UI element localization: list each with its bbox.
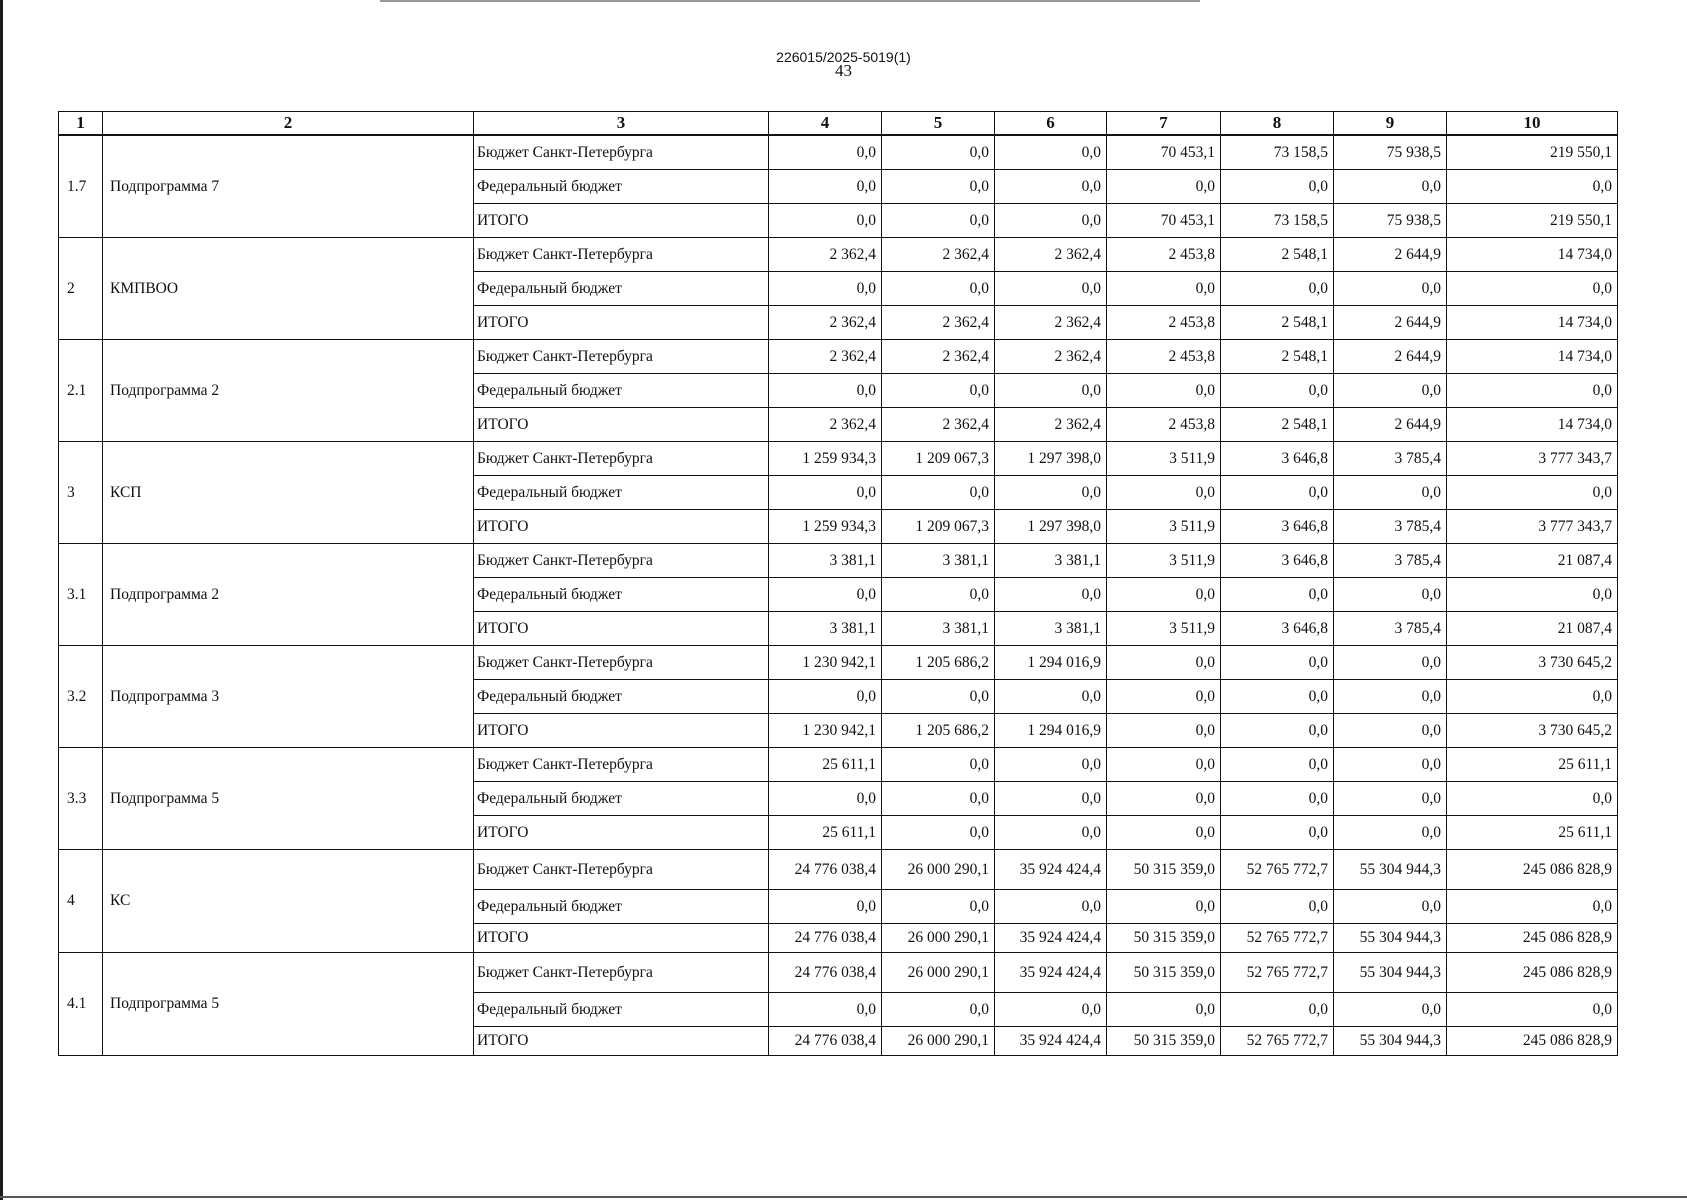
amount-cell: 0,0 bbox=[882, 816, 995, 850]
column-header: 10 bbox=[1447, 112, 1618, 136]
row-code: 3.3 bbox=[59, 748, 103, 850]
table-header-row bbox=[59, 112, 1618, 136]
amount-cell: 2 362,4 bbox=[769, 238, 882, 272]
amount-cell: 25 611,1 bbox=[1447, 748, 1618, 782]
amount-cell: 75 938,5 bbox=[1334, 135, 1447, 170]
amount-cell: 0,0 bbox=[1107, 748, 1221, 782]
amount-cell: 0,0 bbox=[1334, 578, 1447, 612]
amount-cell: 0,0 bbox=[1107, 272, 1221, 306]
funding-source: Федеральный бюджет bbox=[474, 170, 769, 204]
amount-cell: 0,0 bbox=[995, 782, 1107, 816]
amount-cell: 3 381,1 bbox=[882, 612, 995, 646]
column-header: 1 bbox=[59, 112, 103, 136]
funding-source: Бюджет Санкт-Петербурга bbox=[474, 850, 769, 890]
amount-cell: 0,0 bbox=[1334, 993, 1447, 1027]
amount-cell: 0,0 bbox=[882, 680, 995, 714]
amount-cell: 0,0 bbox=[1447, 782, 1618, 816]
amount-cell: 3 730 645,2 bbox=[1447, 714, 1618, 748]
column-header: 4 bbox=[769, 112, 882, 136]
program-name: Подпрограмма 7 bbox=[103, 135, 474, 238]
amount-cell: 14 734,0 bbox=[1447, 340, 1618, 374]
amount-cell: 0,0 bbox=[1447, 374, 1618, 408]
table-row bbox=[59, 544, 1618, 578]
funding-source: Бюджет Санкт-Петербурга bbox=[474, 748, 769, 782]
amount-cell: 52 765 772,7 bbox=[1221, 1027, 1334, 1056]
amount-cell: 24 776 038,4 bbox=[769, 953, 882, 993]
amount-cell: 3 777 343,7 bbox=[1447, 442, 1618, 476]
row-code: 3 bbox=[59, 442, 103, 544]
amount-cell: 0,0 bbox=[1334, 170, 1447, 204]
column-header: 8 bbox=[1221, 112, 1334, 136]
amount-cell: 70 453,1 bbox=[1107, 135, 1221, 170]
amount-cell: 2 362,4 bbox=[769, 408, 882, 442]
amount-cell: 2 644,9 bbox=[1334, 408, 1447, 442]
amount-cell: 0,0 bbox=[995, 204, 1107, 238]
amount-cell: 1 230 942,1 bbox=[769, 646, 882, 680]
amount-cell: 0,0 bbox=[1334, 714, 1447, 748]
amount-cell: 25 611,1 bbox=[1447, 816, 1618, 850]
amount-cell: 75 938,5 bbox=[1334, 204, 1447, 238]
funding-source: ИТОГО bbox=[474, 408, 769, 442]
amount-cell: 0,0 bbox=[1107, 816, 1221, 850]
amount-cell: 0,0 bbox=[882, 170, 995, 204]
amount-cell: 3 777 343,7 bbox=[1447, 510, 1618, 544]
amount-cell: 2 362,4 bbox=[995, 340, 1107, 374]
amount-cell: 2 362,4 bbox=[995, 306, 1107, 340]
amount-cell: 35 924 424,4 bbox=[995, 924, 1107, 953]
amount-cell: 0,0 bbox=[769, 374, 882, 408]
funding-source: Бюджет Санкт-Петербурга bbox=[474, 238, 769, 272]
amount-cell: 55 304 944,3 bbox=[1334, 1027, 1447, 1056]
column-header: 6 bbox=[995, 112, 1107, 136]
funding-source: ИТОГО bbox=[474, 816, 769, 850]
amount-cell: 2 548,1 bbox=[1221, 340, 1334, 374]
amount-cell: 2 453,8 bbox=[1107, 408, 1221, 442]
program-name: КСП bbox=[103, 442, 474, 544]
amount-cell: 21 087,4 bbox=[1447, 612, 1618, 646]
amount-cell: 3 646,8 bbox=[1221, 442, 1334, 476]
amount-cell: 0,0 bbox=[882, 748, 995, 782]
amount-cell: 3 730 645,2 bbox=[1447, 646, 1618, 680]
amount-cell: 70 453,1 bbox=[1107, 204, 1221, 238]
amount-cell: 3 381,1 bbox=[995, 544, 1107, 578]
funding-source: Федеральный бюджет bbox=[474, 782, 769, 816]
amount-cell: 0,0 bbox=[995, 680, 1107, 714]
amount-cell: 0,0 bbox=[882, 782, 995, 816]
amount-cell: 0,0 bbox=[769, 578, 882, 612]
amount-cell: 0,0 bbox=[769, 476, 882, 510]
program-name: Подпрограмма 2 bbox=[103, 340, 474, 442]
amount-cell: 25 611,1 bbox=[769, 816, 882, 850]
funding-source: ИТОГО bbox=[474, 306, 769, 340]
amount-cell: 0,0 bbox=[1334, 816, 1447, 850]
column-header: 2 bbox=[103, 112, 474, 136]
amount-cell: 0,0 bbox=[882, 890, 995, 924]
page-number: 43 bbox=[835, 61, 852, 80]
amount-cell: 2 453,8 bbox=[1107, 306, 1221, 340]
amount-cell: 2 362,4 bbox=[882, 340, 995, 374]
amount-cell: 2 362,4 bbox=[995, 238, 1107, 272]
funding-source: Федеральный бюджет bbox=[474, 680, 769, 714]
amount-cell: 50 315 359,0 bbox=[1107, 953, 1221, 993]
column-header: 9 bbox=[1334, 112, 1447, 136]
amount-cell: 0,0 bbox=[769, 204, 882, 238]
table-body bbox=[59, 135, 1618, 1056]
amount-cell: 0,0 bbox=[1221, 890, 1334, 924]
amount-cell: 0,0 bbox=[995, 578, 1107, 612]
amount-cell: 0,0 bbox=[1107, 578, 1221, 612]
amount-cell: 219 550,1 bbox=[1447, 204, 1618, 238]
amount-cell: 3 646,8 bbox=[1221, 510, 1334, 544]
amount-cell: 0,0 bbox=[1221, 646, 1334, 680]
amount-cell: 2 362,4 bbox=[882, 238, 995, 272]
amount-cell: 0,0 bbox=[1107, 993, 1221, 1027]
funding-source: Федеральный бюджет bbox=[474, 476, 769, 510]
amount-cell: 0,0 bbox=[882, 204, 995, 238]
amount-cell: 2 453,8 bbox=[1107, 238, 1221, 272]
amount-cell: 0,0 bbox=[1221, 578, 1334, 612]
amount-cell: 0,0 bbox=[1107, 374, 1221, 408]
funding-source: Федеральный бюджет bbox=[474, 374, 769, 408]
amount-cell: 0,0 bbox=[1221, 748, 1334, 782]
table-row bbox=[59, 748, 1618, 782]
amount-cell: 0,0 bbox=[769, 135, 882, 170]
funding-source: ИТОГО bbox=[474, 204, 769, 238]
amount-cell: 3 785,4 bbox=[1334, 544, 1447, 578]
amount-cell: 0,0 bbox=[995, 170, 1107, 204]
amount-cell: 35 924 424,4 bbox=[995, 953, 1107, 993]
amount-cell: 2 548,1 bbox=[1221, 306, 1334, 340]
amount-cell: 26 000 290,1 bbox=[882, 953, 995, 993]
amount-cell: 0,0 bbox=[1447, 578, 1618, 612]
amount-cell: 2 362,4 bbox=[995, 408, 1107, 442]
amount-cell: 0,0 bbox=[1447, 890, 1618, 924]
amount-cell: 14 734,0 bbox=[1447, 408, 1618, 442]
funding-source: Бюджет Санкт-Петербурга bbox=[474, 953, 769, 993]
amount-cell: 0,0 bbox=[1221, 170, 1334, 204]
amount-cell: 26 000 290,1 bbox=[882, 850, 995, 890]
amount-cell: 24 776 038,4 bbox=[769, 1027, 882, 1056]
row-code: 2 bbox=[59, 238, 103, 340]
scan-artifact-top-line bbox=[380, 0, 1200, 2]
amount-cell: 14 734,0 bbox=[1447, 306, 1618, 340]
amount-cell: 50 315 359,0 bbox=[1107, 1027, 1221, 1056]
amount-cell: 245 086 828,9 bbox=[1447, 953, 1618, 993]
amount-cell: 0,0 bbox=[1221, 993, 1334, 1027]
table-row bbox=[59, 646, 1618, 680]
program-name: КС bbox=[103, 850, 474, 953]
amount-cell: 55 304 944,3 bbox=[1334, 850, 1447, 890]
amount-cell: 73 158,5 bbox=[1221, 204, 1334, 238]
row-code: 3.1 bbox=[59, 544, 103, 646]
funding-source: Бюджет Санкт-Петербурга bbox=[474, 544, 769, 578]
amount-cell: 0,0 bbox=[1221, 782, 1334, 816]
table-row bbox=[59, 238, 1618, 272]
amount-cell: 0,0 bbox=[1447, 272, 1618, 306]
amount-cell: 1 259 934,3 bbox=[769, 510, 882, 544]
amount-cell: 1 230 942,1 bbox=[769, 714, 882, 748]
amount-cell: 2 362,4 bbox=[769, 306, 882, 340]
amount-cell: 3 381,1 bbox=[995, 612, 1107, 646]
amount-cell: 2 362,4 bbox=[769, 340, 882, 374]
funding-source: Бюджет Санкт-Петербурга bbox=[474, 646, 769, 680]
amount-cell: 0,0 bbox=[1334, 748, 1447, 782]
amount-cell: 0,0 bbox=[769, 170, 882, 204]
amount-cell: 55 304 944,3 bbox=[1334, 953, 1447, 993]
amount-cell: 3 646,8 bbox=[1221, 612, 1334, 646]
amount-cell: 0,0 bbox=[1107, 714, 1221, 748]
amount-cell: 3 511,9 bbox=[1107, 544, 1221, 578]
amount-cell: 245 086 828,9 bbox=[1447, 1027, 1618, 1056]
funding-source: ИТОГО bbox=[474, 714, 769, 748]
amount-cell: 0,0 bbox=[1334, 646, 1447, 680]
amount-cell: 1 209 067,3 bbox=[882, 510, 995, 544]
amount-cell: 0,0 bbox=[882, 578, 995, 612]
funding-source: Федеральный бюджет bbox=[474, 578, 769, 612]
funding-source: ИТОГО bbox=[474, 612, 769, 646]
amount-cell: 0,0 bbox=[769, 890, 882, 924]
amount-cell: 1 297 398,0 bbox=[995, 510, 1107, 544]
amount-cell: 0,0 bbox=[995, 816, 1107, 850]
amount-cell: 2 548,1 bbox=[1221, 238, 1334, 272]
amount-cell: 0,0 bbox=[1447, 993, 1618, 1027]
amount-cell: 1 294 016,9 bbox=[995, 714, 1107, 748]
program-name: Подпрограмма 2 bbox=[103, 544, 474, 646]
amount-cell: 52 765 772,7 bbox=[1221, 850, 1334, 890]
amount-cell: 2 453,8 bbox=[1107, 340, 1221, 374]
row-code: 1.7 bbox=[59, 135, 103, 238]
table-row bbox=[59, 850, 1618, 890]
column-header: 7 bbox=[1107, 112, 1221, 136]
program-name: Подпрограмма 5 bbox=[103, 953, 474, 1056]
scan-artifact-bottom-edge bbox=[0, 1196, 1687, 1198]
amount-cell: 0,0 bbox=[995, 890, 1107, 924]
amount-cell: 2 548,1 bbox=[1221, 408, 1334, 442]
amount-cell: 73 158,5 bbox=[1221, 135, 1334, 170]
budget-table bbox=[58, 111, 1618, 1056]
program-name: Подпрограмма 5 bbox=[103, 748, 474, 850]
amount-cell: 25 611,1 bbox=[769, 748, 882, 782]
amount-cell: 50 315 359,0 bbox=[1107, 924, 1221, 953]
funding-source: Федеральный бюджет bbox=[474, 890, 769, 924]
amount-cell: 3 511,9 bbox=[1107, 442, 1221, 476]
document-registration-code: 226015/2025-5019(1) bbox=[776, 49, 911, 65]
amount-cell: 55 304 944,3 bbox=[1334, 924, 1447, 953]
amount-cell: 24 776 038,4 bbox=[769, 850, 882, 890]
amount-cell: 0,0 bbox=[1334, 890, 1447, 924]
amount-cell: 1 294 016,9 bbox=[995, 646, 1107, 680]
amount-cell: 0,0 bbox=[1107, 476, 1221, 510]
amount-cell: 0,0 bbox=[1334, 374, 1447, 408]
amount-cell: 1 259 934,3 bbox=[769, 442, 882, 476]
amount-cell: 245 086 828,9 bbox=[1447, 924, 1618, 953]
amount-cell: 24 776 038,4 bbox=[769, 924, 882, 953]
row-code: 3.2 bbox=[59, 646, 103, 748]
amount-cell: 35 924 424,4 bbox=[995, 850, 1107, 890]
amount-cell: 1 205 686,2 bbox=[882, 646, 995, 680]
amount-cell: 0,0 bbox=[1221, 680, 1334, 714]
amount-cell: 3 785,4 bbox=[1334, 510, 1447, 544]
column-header: 5 bbox=[882, 112, 995, 136]
amount-cell: 219 550,1 bbox=[1447, 135, 1618, 170]
amount-cell: 50 315 359,0 bbox=[1107, 850, 1221, 890]
amount-cell: 0,0 bbox=[769, 680, 882, 714]
funding-source: Бюджет Санкт-Петербурга bbox=[474, 135, 769, 170]
amount-cell: 3 785,4 bbox=[1334, 442, 1447, 476]
amount-cell: 3 381,1 bbox=[769, 544, 882, 578]
amount-cell: 52 765 772,7 bbox=[1221, 953, 1334, 993]
amount-cell: 0,0 bbox=[995, 135, 1107, 170]
row-code: 4 bbox=[59, 850, 103, 953]
amount-cell: 3 381,1 bbox=[769, 612, 882, 646]
amount-cell: 0,0 bbox=[882, 993, 995, 1027]
scan-artifact-left-edge bbox=[0, 0, 3, 1200]
amount-cell: 0,0 bbox=[1221, 374, 1334, 408]
amount-cell: 52 765 772,7 bbox=[1221, 924, 1334, 953]
funding-source: Федеральный бюджет bbox=[474, 272, 769, 306]
amount-cell: 3 511,9 bbox=[1107, 510, 1221, 544]
amount-cell: 0,0 bbox=[1221, 816, 1334, 850]
amount-cell: 3 646,8 bbox=[1221, 544, 1334, 578]
amount-cell: 2 362,4 bbox=[882, 306, 995, 340]
amount-cell: 1 209 067,3 bbox=[882, 442, 995, 476]
amount-cell: 0,0 bbox=[995, 748, 1107, 782]
amount-cell: 0,0 bbox=[882, 135, 995, 170]
amount-cell: 0,0 bbox=[1334, 782, 1447, 816]
row-code: 4.1 bbox=[59, 953, 103, 1056]
amount-cell: 0,0 bbox=[1107, 170, 1221, 204]
column-header: 3 bbox=[474, 112, 769, 136]
amount-cell: 1 205 686,2 bbox=[882, 714, 995, 748]
table-row bbox=[59, 340, 1618, 374]
program-name: Подпрограмма 3 bbox=[103, 646, 474, 748]
amount-cell: 0,0 bbox=[1107, 680, 1221, 714]
amount-cell: 0,0 bbox=[1107, 646, 1221, 680]
amount-cell: 0,0 bbox=[995, 476, 1107, 510]
amount-cell: 0,0 bbox=[1447, 680, 1618, 714]
amount-cell: 0,0 bbox=[1221, 476, 1334, 510]
amount-cell: 26 000 290,1 bbox=[882, 1027, 995, 1056]
amount-cell: 0,0 bbox=[769, 272, 882, 306]
funding-source: ИТОГО bbox=[474, 1027, 769, 1056]
amount-cell: 2 644,9 bbox=[1334, 306, 1447, 340]
amount-cell: 26 000 290,1 bbox=[882, 924, 995, 953]
amount-cell: 0,0 bbox=[1334, 272, 1447, 306]
table-row bbox=[59, 442, 1618, 476]
funding-source: ИТОГО bbox=[474, 924, 769, 953]
amount-cell: 0,0 bbox=[769, 782, 882, 816]
amount-cell: 3 511,9 bbox=[1107, 612, 1221, 646]
amount-cell: 0,0 bbox=[1447, 476, 1618, 510]
amount-cell: 0,0 bbox=[769, 993, 882, 1027]
amount-cell: 3 381,1 bbox=[882, 544, 995, 578]
program-name: КМПВОО bbox=[103, 238, 474, 340]
amount-cell: 0,0 bbox=[1221, 272, 1334, 306]
amount-cell: 0,0 bbox=[1334, 680, 1447, 714]
funding-source: Федеральный бюджет bbox=[474, 993, 769, 1027]
amount-cell: 0,0 bbox=[995, 272, 1107, 306]
amount-cell: 0,0 bbox=[882, 374, 995, 408]
table-row bbox=[59, 953, 1618, 993]
amount-cell: 0,0 bbox=[882, 476, 995, 510]
funding-source: Бюджет Санкт-Петербурга bbox=[474, 442, 769, 476]
amount-cell: 0,0 bbox=[1107, 890, 1221, 924]
table-row bbox=[59, 135, 1618, 170]
amount-cell: 0,0 bbox=[882, 272, 995, 306]
row-code: 2.1 bbox=[59, 340, 103, 442]
amount-cell: 14 734,0 bbox=[1447, 238, 1618, 272]
amount-cell: 2 362,4 bbox=[882, 408, 995, 442]
amount-cell: 1 297 398,0 bbox=[995, 442, 1107, 476]
amount-cell: 0,0 bbox=[995, 374, 1107, 408]
amount-cell: 245 086 828,9 bbox=[1447, 850, 1618, 890]
amount-cell: 0,0 bbox=[1447, 170, 1618, 204]
amount-cell: 0,0 bbox=[1107, 782, 1221, 816]
amount-cell: 2 644,9 bbox=[1334, 238, 1447, 272]
amount-cell: 21 087,4 bbox=[1447, 544, 1618, 578]
amount-cell: 35 924 424,4 bbox=[995, 1027, 1107, 1056]
amount-cell: 2 644,9 bbox=[1334, 340, 1447, 374]
amount-cell: 0,0 bbox=[1221, 714, 1334, 748]
funding-source: Бюджет Санкт-Петербурга bbox=[474, 340, 769, 374]
amount-cell: 3 785,4 bbox=[1334, 612, 1447, 646]
funding-source: ИТОГО bbox=[474, 510, 769, 544]
amount-cell: 0,0 bbox=[1334, 476, 1447, 510]
amount-cell: 0,0 bbox=[995, 993, 1107, 1027]
